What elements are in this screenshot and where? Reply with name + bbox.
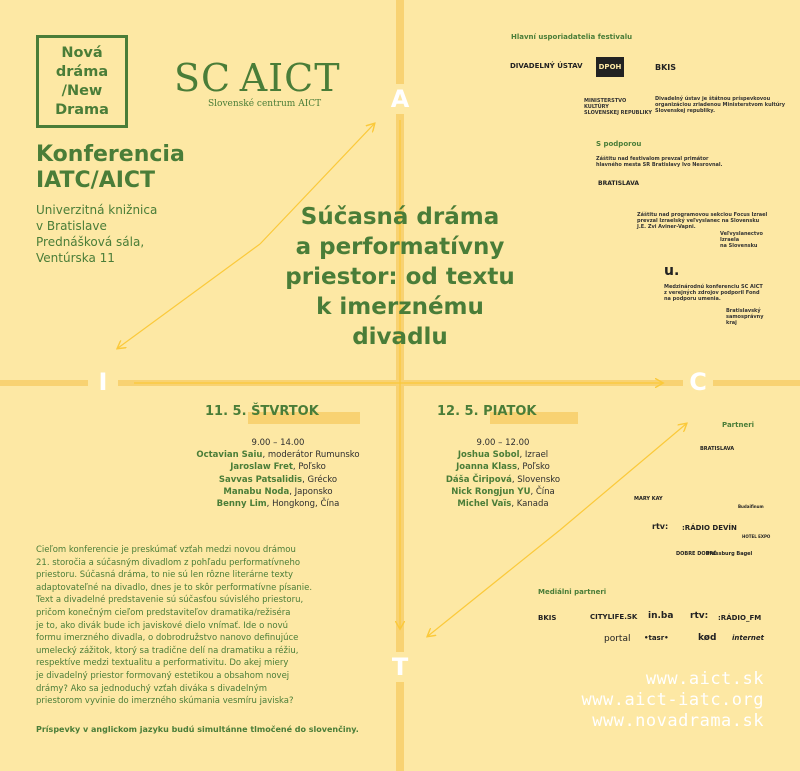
speaker-country: , Grécko [302,474,338,485]
bratislava-logo: BRATISLAVA [598,180,639,187]
abstract-line: Text a divadelné predstavenie sú súčasťou súvislého priestoru, [36,595,304,606]
region-line: Bratislavský [726,308,761,314]
dpoh-logo: DPOH [596,57,624,77]
note-line: hlavného mesta SR Bratislavy Ivo Nesrovnal. [596,162,723,168]
speaker-name: Nick Rongjun YU [451,486,531,497]
speaker-name: Octavian Saiu [196,450,263,461]
speaker-country: , Čína [530,486,555,497]
note-line: prevzal Izraelský veľvyslanec na Slovensku [637,218,760,224]
logo-line: dráma [55,64,109,80]
note-line: Divadelný ústav je štátnou príspevkovou [655,96,771,102]
title-line: k imerznému [316,294,484,320]
note-line: Slovenskej republiky. [655,108,715,114]
note-line: Záštitu nad festivalom prevzal primátor [596,156,709,162]
abstract-line: je to, ako divák bude ich javiskové dielo vnímať. Ide o novú [36,620,288,631]
letter-i: I [88,367,118,397]
speaker-country: , Poľsko [517,462,550,473]
note-line: J.E. Zvi Aviner-Vapni. [637,224,696,230]
partner-logo: HOTEL EXPO [742,534,771,539]
media-logo: CITYLIFE.SK [590,613,638,621]
logo-line: Nová [61,45,103,61]
title-line: priestor: od textu [285,264,515,290]
speaker [183,474,373,486]
media-logo: internet [732,634,765,642]
url-aict-iatc[interactable]: www.aict-iatc.org [581,690,764,710]
abstract-line: 21. storočia a súčasným divadlom z pohľadu performatívneho [36,557,301,568]
speaker-name: Manabu Noda [223,486,290,497]
speaker-name: Benny Lim [216,499,267,510]
media-logo: rtv: [690,611,709,621]
speaker-country: , Hongkong, Čína [266,499,340,510]
abstract-line: pričom konečným cieľom predstaviteľov dramatika/režiséra [36,607,291,618]
embassy-logo [720,231,763,249]
note-line: na podporu umenia. [664,296,721,302]
conference-title [36,142,185,194]
organizers-heading: Hlavní usporiadatelia festivalu [511,33,633,41]
venue [36,202,157,266]
embassy-line: Veľvyslanectvo [720,231,763,237]
partner-logo: Pressburg Bagel [706,551,753,557]
friday-time: 9.00 – 12.00 [476,438,530,448]
media-heading: Mediálni partneri [538,588,607,596]
partner-logo: rtv: [652,522,669,531]
partner-logo: BRATISLAVA [700,446,735,452]
abstract-line: priestorom vyvinie do imerzného skúmania vesmíru javiska? [36,696,294,707]
abstract-line: priestoru. Súčasná dráma, to nie sú len rôzne literárne texty [36,570,293,581]
embassy-line: na Slovensku [720,243,758,249]
speaker [408,486,598,498]
region-logo [726,308,763,326]
note-line: Medzinárodnú konferenciu SC AICT [664,284,763,290]
venue-line: Ventúrska 11 [36,251,115,265]
conference-line: IATC/AICT [36,168,156,193]
venue-line: Prednášková sála, [36,235,145,249]
abstract-line: formu imerzného divadla, o dobrodružstvo nanovo definujúce [36,633,299,644]
thursday-label: 11. 5. ŠTVRTOK [205,404,319,419]
letter-a: A [385,84,415,114]
ministry-line: MINISTERSTVO [584,98,627,104]
ministry-note [655,96,785,114]
partner-logo: MARY KAY [634,496,663,502]
divadelny-ustav-logo: DIVADELNÝ ÚSTAV [510,62,583,70]
speaker-country: , Slovensko [511,474,561,485]
abstract-line: respektíve medzi textualitu a performativitu. Do akej miery [36,658,289,669]
media-logo: portal [604,634,631,644]
bkis-logo: BKIS [655,63,677,72]
abstract-line: umelecký zážitok, ktorý sa tradične delí na dramatiku a réžiu, [36,645,299,656]
note-line: Záštitu nad programovou sekciou Focus Izrael [637,212,768,218]
speaker [183,461,373,473]
speaker [183,498,373,510]
friday-schedule [408,437,598,510]
region-line: kraj [726,320,737,326]
note-line: organizáciou zriadenou Ministerstvom kultúry [655,102,786,108]
title-line: divadlu [352,324,448,350]
logo-line: /New [61,83,103,99]
speaker-country: , moderátor Rumunsko [262,450,360,461]
venue-line: v Bratislave [36,219,107,233]
note-line: z verejných zdrojov podporil Fond [664,290,760,296]
speaker [183,486,373,498]
thursday-schedule [183,437,373,510]
main-title [230,202,570,352]
speaker-name: Savvas Patsalidis [218,474,303,485]
friday-label: 12. 5. PIATOK [437,404,537,419]
translation-note: Príspevky v anglickom jazyku budú simultánne tlmočené do slovenčiny. [36,725,359,734]
ministry-line: SLOVENSKEJ REPUBLIKY [584,110,653,116]
scaict-subtitle: Slovenské centrum AICT [208,99,322,109]
scaict-logo: SC AICT [174,56,341,100]
media-logo: kød [698,633,717,643]
speaker [408,498,598,510]
speaker-country: , Japonsko [289,486,333,497]
mayor-note [596,156,723,168]
israel-note [637,212,767,230]
nova-drama-logo [36,35,128,128]
abstract-line: adaptovateľné na divadlo, dnes je to skôr performatívne písanie. [36,582,313,593]
speaker [408,474,598,486]
media-logo: BKIS [538,614,557,622]
speaker-country: , Poľsko [292,462,326,473]
speaker-country: , Kanada [511,499,549,510]
abstract-line: Cieľom konferencie je preskúmať vzťah medzi novou drámou [36,545,296,555]
ministry-logo [584,98,652,116]
fund-note [664,284,763,302]
support-heading: S podporou [596,140,642,148]
title-line: Súčasná dráma [300,204,500,230]
title-line: a performatívny [295,234,505,260]
speaker-name: Jaroslaw Fret [230,462,293,473]
media-logo: :RÁDIO_FM [718,614,762,622]
speaker [408,449,598,461]
speaker-name: Joanna Klass [456,462,517,473]
embassy-line: Izraela [720,237,740,243]
partners-heading: Partneri [722,421,755,429]
speaker-country: , Izrael [519,450,549,461]
abstract-line: je divadelný priestor formovaný estetikou a obsahom novej [36,670,290,681]
url-novadrama[interactable]: www.novadrama.sk [592,711,764,731]
media-logo: •tasr• [644,634,669,642]
url-aict[interactable]: www.aict.sk [645,669,764,689]
speaker [183,449,373,461]
conference-line: Konferencia [36,142,185,167]
speaker-name: Dáša Čiripová [445,474,512,485]
partner-logo: DOBRE DOBRÉ [676,551,717,557]
media-logo: in.ba [648,611,674,621]
venue-line: Univerzitná knižnica [36,203,158,217]
region-line: samosprávny [726,314,764,320]
logo-line: Drama [55,102,109,118]
speaker [408,461,598,473]
fpu-logo: u. [664,263,680,279]
thursday-time: 9.00 – 14.00 [251,438,305,448]
abstract [36,544,361,708]
partner-logo: Budaifinum [738,504,764,509]
website-links [582,669,765,732]
partner-logo: :RÁDIO DEVÍN [682,524,737,532]
speaker-name: Joshua Sobol [457,450,520,461]
letter-c: C [683,367,713,397]
ministry-line: KULTÚRY [584,104,609,110]
abstract-line: drámy? Ako sa jednoduchý vzťah diváka s divadelným [36,683,268,694]
speaker-name: Michel Vaïs [457,499,512,510]
letter-t: T [385,652,415,682]
